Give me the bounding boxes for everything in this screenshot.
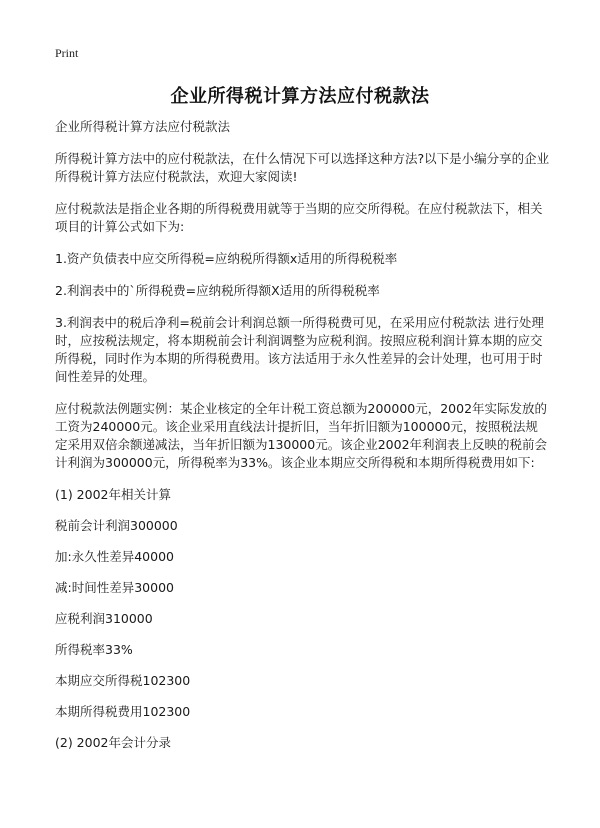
calc-line: 本期应交所得税102300	[55, 673, 191, 688]
definition-paragraph: 应付税款法是指企业各期的所得税费用就等于当期的应交所得税。在应付税款法下，相关项目的计算公式如下为:	[55, 201, 543, 234]
formula-1: 1.资产负债表中应交所得税=应纳税所得额x适用的所得税税率	[55, 251, 398, 266]
entries-heading: (2) 2002年会计分录	[55, 735, 171, 750]
page-title: 企业所得税计算方法应付税款法	[170, 86, 430, 107]
formula-2: 2.利润表中的`所得税费=应纳税所得额X适用的所得税税率	[55, 283, 380, 298]
calc-line: 本期所得税费用102300	[55, 704, 191, 719]
article-body	[55, 118, 550, 765]
calc-line: 加:永久性差异40000	[55, 549, 174, 564]
subtitle-paragraph: 企业所得税计算方法应付税款法	[55, 119, 231, 134]
formula-3: 3.利润表中的税后净利=税前会计利润总额一所得税费可见，在采用应付税款法 进行处理时，应按税法规定，将本期税前会计利润调整为应税利润。按照应税利润计算本期的应交所得税，同时作为本期的所得税费用。该方法适用于永久性差异的会计处理，也可用于时间性差异的处理。	[55, 315, 544, 384]
example-paragraph: 应付税款法例题实例：某企业核定的全年计税工资总额为200000元，2002年实际发放的工资为240000元。该企业采用直线法计提折旧，当年折旧额为100000元，按照税法规定采用双倍余额递减法，当年折旧额为130000元。该企业2002年利润表上反映的税前会计利润为300000元，所得税率为33%。该企业本期应交所得税和本期所得税费用如下:	[55, 401, 548, 470]
calc-line: 所得税率33%	[55, 642, 133, 657]
calc-line: 税前会计利润300000	[55, 518, 178, 533]
print-label: Print	[55, 46, 79, 60]
intro-paragraph: 所得税计算方法中的应付税款法，在什么情况下可以选择这种方法?以下是小编分享的企业所得税计算方法应付税款法，欢迎大家阅读!	[55, 151, 550, 184]
calc-heading: (1) 2002年相关计算	[55, 487, 171, 502]
calc-line: 减:时间性差异30000	[55, 580, 174, 595]
calc-line: 应税利润310000	[55, 611, 153, 626]
